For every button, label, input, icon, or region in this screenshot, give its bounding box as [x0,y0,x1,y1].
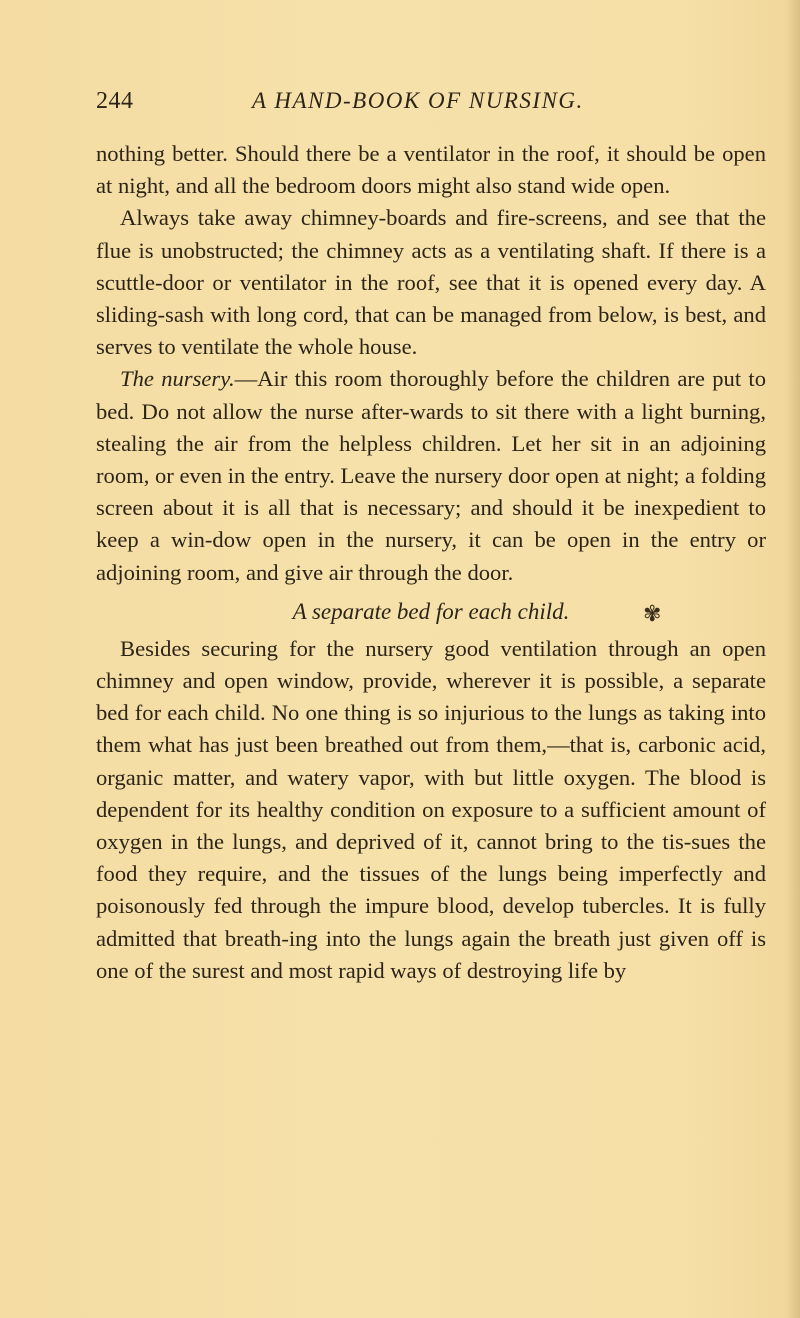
paragraph-2: Always take away chimney-boards and fire-screens, and see that the flue is unobstructed; the chimney acts as a ventilating shaft. If there is a scuttle-door or ventilator in the roof, see that it is opened every day. A sliding-sash with long cord, that can be managed from below, is best, and serves to ventilate the whole house. [96,205,766,360]
running-head: A HAND-BOOK OF NURSING. [252,88,584,113]
section-heading [96,595,766,629]
paragraph-4: Besides securing for the nursery good ventilation through an open chimney and open window, provide, wherever it is possible, a separate bed for each child. No one thing is so injurious to the lungs as taking into them what has just been breathed out from them,—that is, carbonic acid, organic matter, and watery vapor, with but little oxygen. The blood is dependent for its healthy condition on exposure to a sufficient amount of oxygen in the lungs, and deprived of it, cannot bring to the tis-sues the food they require, and the tissues of the lungs being imperfectly and poisonously fed through the impure blood, develop tubercles. It is fully admitted that breath-ing into the lungs again the breath just given off is one of the surest and most rapid ways of destroying life by [96,635,766,983]
paragraph-1: nothing better. Should there be a ventilator in the roof, it should be open at night, and all the bedroom doors might also stand wide open. [96,141,766,199]
nursery-lead-in: The nursery. [120,366,235,392]
page-header [96,88,756,120]
page-edge-shadow [786,0,800,1318]
body-text [96,138,766,987]
page-number: 244 [96,88,134,114]
fleuron-icon: ✾ [643,600,662,626]
section-heading-text: A separate bed for each child. [292,598,570,624]
paragraph-3-text: —Air this room thoroughly before the children are put to bed. Do not allow the nurse after-wards to sit there with a light burning, stealing the air from the helpless children. Let her sit in an adjoining room, or even in the entry. Leave the nursery door open at night; a folding screen about it is all that is necessary; and should it be inexpedient to keep a win-dow open in the nursery, it can be open in the entry or adjoining room, and give air through the door. [96,366,766,585]
paragraph-3 [96,363,766,588]
